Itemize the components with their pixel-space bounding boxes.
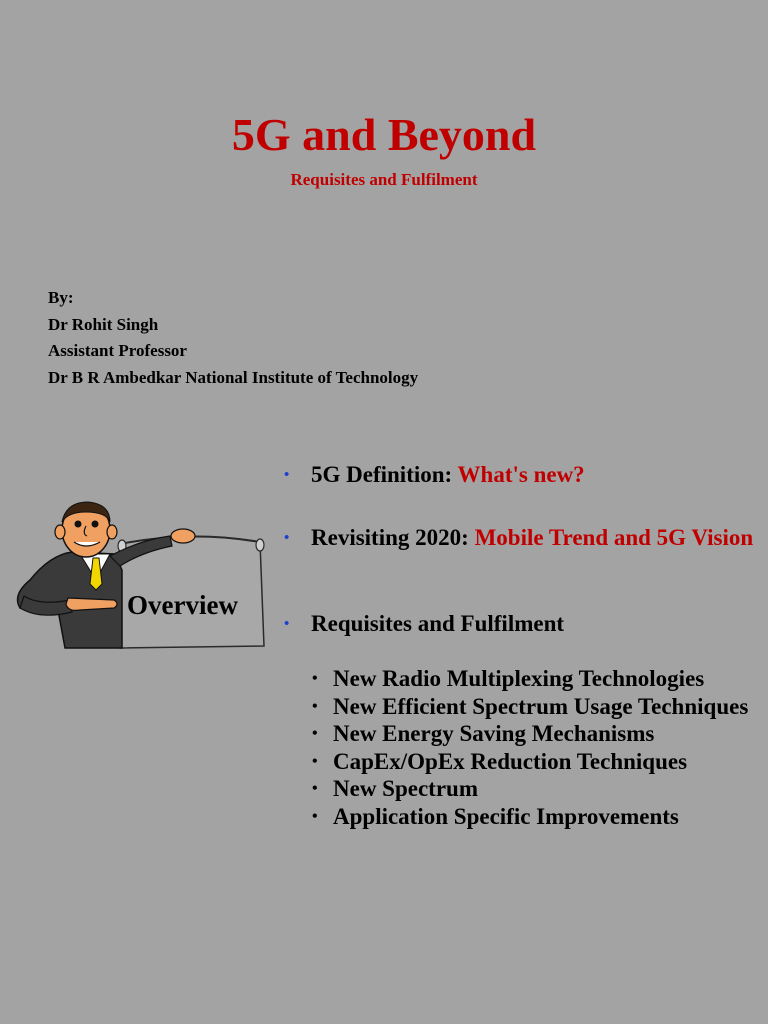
- bullet-dot-icon: •: [284, 530, 290, 546]
- sub-list-item: • New Radio Multiplexing Technologies: [312, 666, 705, 691]
- list-item: • Requisites and Fulfilment: [284, 609, 564, 639]
- author-by-label: By:: [48, 288, 74, 307]
- sub-bullet-dot-icon: •: [312, 697, 318, 715]
- bullet-dot-icon: •: [284, 467, 290, 483]
- presenter-holding-sign-icon: [10, 500, 270, 655]
- sub-bullet-dot-icon: •: [312, 752, 318, 770]
- sub-bullet-dot-icon: •: [312, 780, 318, 797]
- sub-bullet-dot-icon: •: [312, 725, 318, 742]
- page-subtitle: Requisites and Fulfilment: [290, 170, 478, 189]
- page-title: 5G and Beyond: [231, 109, 537, 160]
- sub-list-item: • New Efficient Spectrum Usage Techniques: [312, 693, 749, 719]
- list-item: • 5G Definition: What's new?: [284, 460, 585, 490]
- author-block: [48, 285, 418, 391]
- list-item: • Revisiting 2020: Mobile Trend and 5G Vision: [284, 523, 753, 553]
- author-institute: Dr B R Ambedkar National Institute of Technology: [48, 367, 419, 387]
- bullet-dot-icon: •: [284, 616, 290, 632]
- sub-bullet-dot-icon: •: [312, 670, 318, 687]
- overview-sign-label: Overview: [127, 590, 238, 620]
- sub-bullet-list: [312, 665, 762, 830]
- sub-list-item: • New Spectrum: [312, 776, 478, 801]
- sub-list-item: • New Energy Saving Mechanisms: [312, 721, 655, 746]
- sub-bullet-dot-icon: •: [312, 807, 318, 825]
- sub-list-item: • CapEx/OpEx Reduction Techniques: [312, 748, 688, 774]
- author-position: Assistant Professor: [48, 341, 187, 360]
- sub-list-item: • Application Specific Improvements: [312, 803, 679, 829]
- author-name: Dr Rohit Singh: [48, 314, 159, 334]
